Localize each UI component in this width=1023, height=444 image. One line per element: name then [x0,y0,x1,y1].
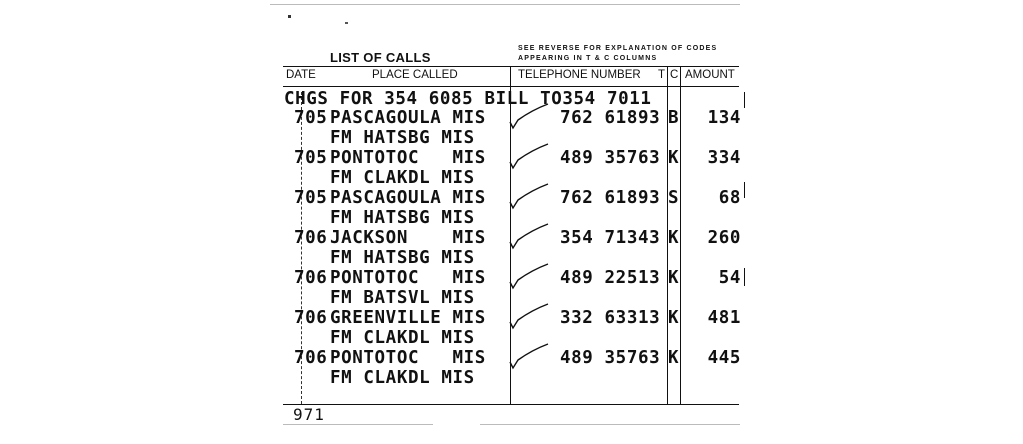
call-date: 705 [294,108,328,128]
call-from: FM CLAKDL MIS [330,168,475,188]
call-from: FM HATSBG MIS [330,128,475,148]
call-place: GREENVILLE MIS [330,308,486,328]
header-bottom-rule [283,86,739,87]
scan-artifact-bottom [480,424,740,425]
scan-artifact-top [270,4,740,5]
call-date: 705 [294,188,328,208]
call-from: FM CLAKDL MIS [330,368,475,388]
check-mark-icon [504,262,554,292]
codes-note-line1: SEE REVERSE FOR EXPLANATION OF CODES [518,45,718,52]
call-place: PONTOTOC MIS [330,348,486,368]
list-title: LIST OF CALLS [330,50,431,65]
col-header-date: DATE [286,69,316,81]
col-rule-amount-edge [744,268,745,286]
check-mark-icon [504,222,554,252]
call-date: 706 [294,268,328,288]
call-from: FM HATSBG MIS [330,208,475,228]
call-code: K [668,308,680,328]
call-amount: 134 [707,108,741,128]
call-place: PONTOTOC MIS [330,148,486,168]
call-place: PASCAGOULA MIS [330,188,486,208]
call-date: 706 [294,228,328,248]
page-number: 971 [293,405,325,424]
col-rule-c [680,66,681,404]
check-mark-icon [504,342,554,372]
call-number: 762 61893 [560,188,661,208]
call-code: K [668,268,680,288]
call-amount: 260 [707,228,741,248]
call-number: 332 63313 [560,308,661,328]
col-header-amount: AMOUNT [685,69,735,81]
call-code: B [668,108,680,128]
col-header-place: PLACE CALLED [372,69,458,81]
call-code: K [668,348,680,368]
call-from: FM BATSVL MIS [330,288,475,308]
call-code: K [668,148,680,168]
call-amount: 445 [707,348,741,368]
col-header-c: C [670,69,679,81]
call-amount: 68 [718,188,741,208]
call-amount: 481 [707,308,741,328]
table-bottom-rule [283,404,739,405]
call-number: 489 22513 [560,268,661,288]
call-from: FM HATSBG MIS [330,248,475,268]
call-place: JACKSON MIS [330,228,486,248]
charges-line: CHGS FOR 354 6085 BILL TO354 7011 [284,89,652,109]
scan-artifact-bottom [283,424,433,425]
check-mark-icon [504,302,554,332]
call-code: K [668,228,680,248]
scan-dot [288,15,291,18]
call-from: FM CLAKDL MIS [330,328,475,348]
check-mark-icon [504,182,554,212]
call-amount: 334 [707,148,741,168]
col-header-telephone: TELEPHONE NUMBER [518,69,641,81]
call-code: S [668,188,680,208]
call-place: PONTOTOC MIS [330,268,486,288]
col-header-t: T [658,69,666,81]
check-mark-icon [504,102,554,132]
header-top-rule [283,66,739,67]
call-date: 706 [294,308,328,328]
call-place: PASCAGOULA MIS [330,108,486,128]
scan-dot [345,22,348,24]
call-amount: 54 [718,268,741,288]
call-date: 705 [294,148,328,168]
call-date: 706 [294,348,328,368]
call-number: 762 61893 [560,108,661,128]
check-mark-icon [504,142,554,172]
call-number: 489 35763 [560,348,661,368]
call-number: 354 71343 [560,228,661,248]
codes-note-line2: APPEARING IN T & C COLUMNS [518,55,658,62]
col-rule-amount-edge [744,92,745,108]
call-number: 489 35763 [560,148,661,168]
col-rule-amount-edge [744,182,745,198]
